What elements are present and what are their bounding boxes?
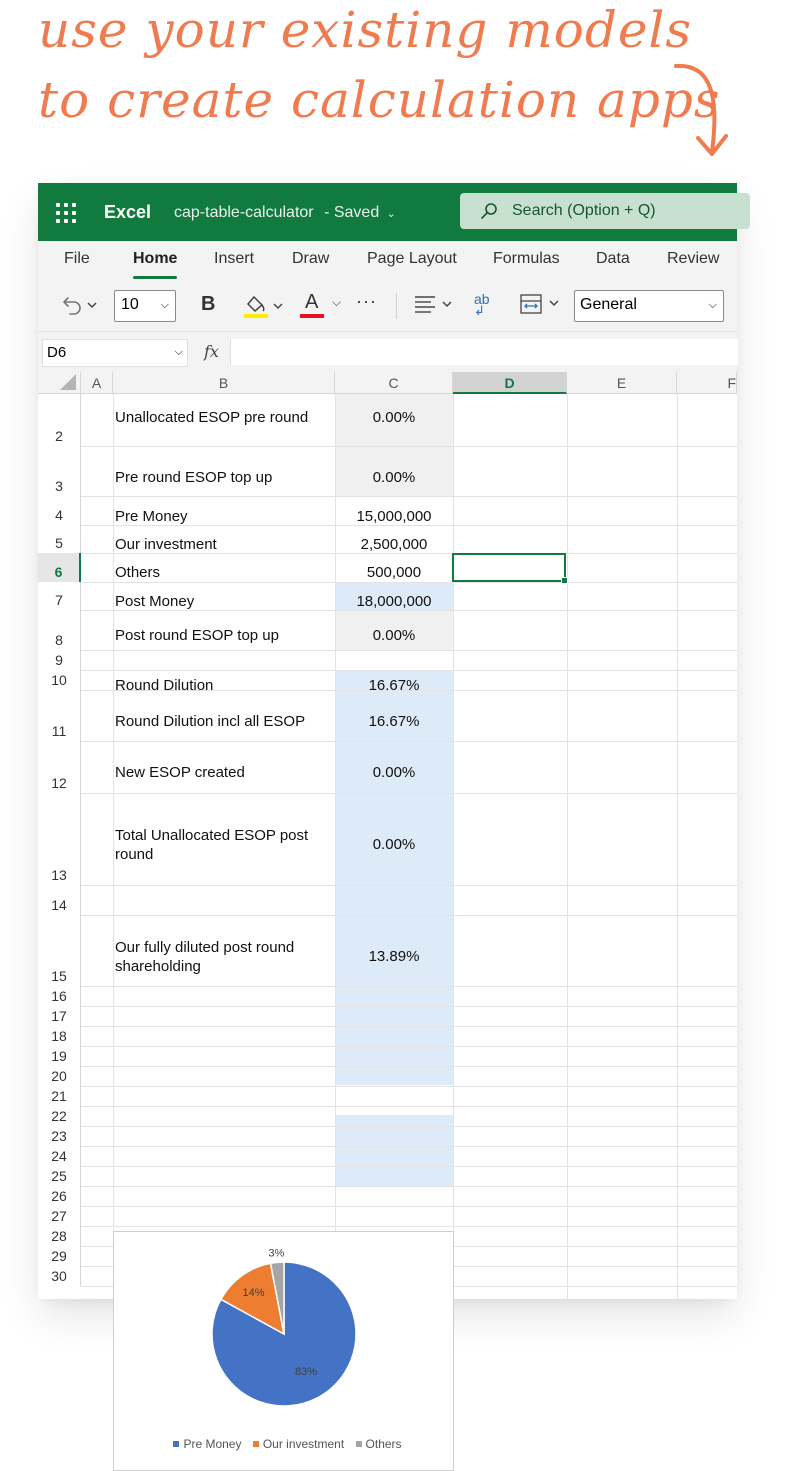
curved-arrow-icon xyxy=(668,60,748,160)
formula-bar xyxy=(38,332,737,372)
row-header[interactable] xyxy=(38,1006,81,1026)
cell-label[interactable]: Pre Money xyxy=(115,508,188,525)
row-number: 16 xyxy=(51,988,67,1004)
row-number: 4 xyxy=(55,507,63,523)
cell-label[interactable]: New ESOP created xyxy=(115,764,245,781)
gridline xyxy=(81,446,737,447)
search-placeholder: Search (Option + Q) xyxy=(512,202,656,219)
cell-value[interactable]: 18,000,000 xyxy=(356,593,432,610)
gridline xyxy=(453,394,454,1299)
name-box[interactable] xyxy=(42,339,188,367)
gridline xyxy=(81,1206,737,1207)
font-size-select[interactable] xyxy=(114,290,176,322)
save-status: - Saved xyxy=(324,204,380,221)
row-number: 19 xyxy=(51,1048,67,1064)
row-number: 15 xyxy=(51,968,67,984)
undo-icon[interactable] xyxy=(58,294,98,316)
gridline xyxy=(81,1026,737,1027)
row-number: 10 xyxy=(51,672,67,688)
row-number: 9 xyxy=(55,652,63,668)
chart-legend xyxy=(114,1437,453,1451)
row-header[interactable] xyxy=(38,1166,81,1186)
row-header[interactable] xyxy=(38,670,81,690)
chevron-down-icon: ⌵ xyxy=(174,346,183,358)
row-number: 21 xyxy=(51,1088,67,1104)
column-header-f[interactable]: F xyxy=(677,372,737,394)
merge-cells-icon[interactable] xyxy=(518,293,564,317)
cell-fill xyxy=(335,670,453,1085)
gridline xyxy=(81,1126,737,1127)
gridline xyxy=(81,1166,737,1167)
cell-value[interactable]: 15,000,000 xyxy=(356,508,432,525)
cell-label[interactable]: Our fully diluted post round shareholding xyxy=(115,939,295,975)
row-header[interactable] xyxy=(38,1146,81,1166)
font-size-value: 10 xyxy=(121,296,139,313)
headline-line-2: to create calculation apps xyxy=(38,71,721,129)
gridline xyxy=(81,650,737,651)
tab-home[interactable]: Home xyxy=(133,250,178,267)
row-number: 24 xyxy=(51,1148,67,1164)
legend-swatch-our-investment xyxy=(253,1441,259,1447)
row-number: 12 xyxy=(51,775,67,791)
column-header-a[interactable]: A xyxy=(81,372,113,394)
search-icon xyxy=(480,202,498,220)
column-header-d[interactable]: D xyxy=(453,372,567,394)
cell-label[interactable]: Round Dilution incl all ESOP xyxy=(115,713,306,730)
gridline xyxy=(81,1066,737,1067)
cell-value[interactable]: 0.00% xyxy=(372,469,416,486)
pie-data-label: 83% xyxy=(294,1366,318,1379)
column-header-c[interactable]: C xyxy=(335,372,453,394)
gridline xyxy=(81,1086,737,1087)
cell-label[interactable]: Our investment xyxy=(115,536,217,553)
row-number: 18 xyxy=(51,1028,67,1044)
cell-label[interactable]: Round Dilution xyxy=(115,677,214,694)
cell-reference: D6 xyxy=(47,344,67,361)
legend-label: Others xyxy=(365,1437,402,1451)
row-header[interactable] xyxy=(38,986,81,1006)
gridline xyxy=(81,1146,737,1147)
tab-data[interactable]: Data xyxy=(596,250,630,267)
row-number: 27 xyxy=(51,1208,67,1224)
ribbon-tabs xyxy=(38,241,737,281)
document-name: cap-table-calculator xyxy=(174,204,314,221)
spreadsheet-grid[interactable] xyxy=(38,372,737,1451)
search-box[interactable] xyxy=(460,193,750,229)
formula-input[interactable] xyxy=(230,339,738,365)
row-header[interactable] xyxy=(38,690,81,741)
cell-value[interactable]: 2,500,000 xyxy=(360,536,428,553)
legend-label: Our investment xyxy=(262,1437,345,1451)
gridline xyxy=(567,394,568,1299)
gridline xyxy=(81,885,737,886)
row-header[interactable] xyxy=(38,446,81,496)
gridline xyxy=(81,1186,737,1187)
excel-window xyxy=(38,183,737,1451)
number-format-value: General xyxy=(580,296,637,313)
row-header[interactable] xyxy=(38,1226,81,1246)
pie-data-label: 14% xyxy=(242,1287,265,1300)
row-header[interactable] xyxy=(38,1066,81,1086)
pie-data-label: 3% xyxy=(268,1247,285,1260)
row-header[interactable] xyxy=(38,650,81,670)
chevron-down-icon: ⌵ xyxy=(332,295,342,309)
font-color-letter: A xyxy=(305,291,319,313)
chevron-down-icon: ⌄ xyxy=(386,208,396,220)
cell-label[interactable]: Post Money xyxy=(115,593,195,610)
row-number: 30 xyxy=(51,1268,67,1284)
cell-label[interactable]: Unallocated ESOP pre round xyxy=(115,409,309,426)
cell-label[interactable]: Others xyxy=(115,564,161,581)
row-number: 5 xyxy=(55,535,63,551)
select-all-button[interactable] xyxy=(38,372,81,394)
gridline xyxy=(81,986,737,987)
cell-value[interactable]: 0.00% xyxy=(372,764,416,781)
row-number: 2 xyxy=(55,428,63,444)
row-header[interactable] xyxy=(38,525,81,553)
gridline xyxy=(113,394,114,1299)
app-name[interactable]: Excel xyxy=(104,202,152,222)
cell-value[interactable]: 13.89% xyxy=(368,948,420,965)
row-header[interactable] xyxy=(38,793,81,885)
gridline xyxy=(81,915,737,916)
gridline xyxy=(677,394,678,1299)
wrap-text-glyph: ab xyxy=(474,291,490,307)
row-header[interactable] xyxy=(38,1246,81,1266)
selected-cell[interactable] xyxy=(452,553,566,582)
column-header-b[interactable]: B xyxy=(113,372,335,394)
row-number: 29 xyxy=(51,1248,67,1264)
cell-value[interactable]: 500,000 xyxy=(366,564,422,581)
row-number: 7 xyxy=(55,592,63,608)
row-header[interactable] xyxy=(38,394,81,446)
gridline xyxy=(81,496,737,497)
row-header[interactable] xyxy=(38,1106,81,1126)
row-header[interactable] xyxy=(38,1026,81,1046)
column-header-e[interactable]: E xyxy=(567,372,677,394)
row-header[interactable] xyxy=(38,496,81,525)
cell-value[interactable]: 0.00% xyxy=(372,409,416,426)
chevron-down-icon: ⌵ xyxy=(708,299,717,311)
tab-file[interactable]: File xyxy=(64,250,90,267)
gridline xyxy=(81,670,737,671)
gridline xyxy=(81,1046,737,1047)
tab-review[interactable]: Review xyxy=(667,250,720,267)
row-header[interactable] xyxy=(38,885,81,915)
row-number: 22 xyxy=(51,1108,67,1124)
row-number: 17 xyxy=(51,1008,67,1024)
row-number: 3 xyxy=(55,478,63,494)
row-header[interactable] xyxy=(38,1046,81,1066)
bold-button[interactable]: B xyxy=(201,293,216,315)
row-header[interactable] xyxy=(38,582,81,610)
chevron-down-icon: ⌵ xyxy=(160,299,169,311)
fill-color-icon[interactable] xyxy=(240,292,286,320)
more-options-button[interactable]: ··· xyxy=(356,291,377,311)
row-header[interactable] xyxy=(38,1266,81,1286)
home-toolbar xyxy=(38,281,737,332)
row-header[interactable] xyxy=(38,1186,81,1206)
gridline xyxy=(81,610,737,611)
cell-value[interactable]: 0.00% xyxy=(372,627,416,644)
row-header[interactable] xyxy=(38,741,81,793)
row-header[interactable] xyxy=(38,915,81,986)
cell-label[interactable]: Post round ESOP top up xyxy=(115,627,279,644)
gridline xyxy=(81,1006,737,1007)
row-header[interactable] xyxy=(38,1126,81,1146)
toolbar-divider xyxy=(396,293,397,319)
document-title[interactable] xyxy=(174,204,396,222)
legend-swatch-pre-money xyxy=(173,1441,179,1447)
row-header[interactable] xyxy=(38,1206,81,1226)
row-number: 23 xyxy=(51,1128,67,1144)
legend-label: Pre Money xyxy=(183,1437,242,1451)
cell-label[interactable]: Total Unallocated ESOP post round xyxy=(115,827,309,863)
row-header[interactable] xyxy=(38,610,81,650)
cell-value[interactable]: 0.00% xyxy=(372,836,416,853)
row-header[interactable] xyxy=(38,1086,81,1106)
align-icon[interactable] xyxy=(413,294,457,316)
row-number: 11 xyxy=(51,723,67,739)
wrap-text-button[interactable] xyxy=(472,291,500,321)
pie-chart-canvas xyxy=(114,1232,453,1432)
legend-swatch-others xyxy=(356,1441,362,1447)
row-number: 8 xyxy=(55,632,63,648)
gridline xyxy=(81,1226,737,1227)
tab-page-layout[interactable]: Page Layout xyxy=(367,250,457,267)
app-launcher-icon[interactable] xyxy=(56,203,76,223)
row-header[interactable] xyxy=(38,553,81,582)
row-number: 28 xyxy=(51,1228,67,1244)
gridline xyxy=(81,582,737,583)
gridline xyxy=(81,553,737,554)
wrap-arrow-icon: ↲ xyxy=(474,303,485,318)
cell-label[interactable]: Pre round ESOP top up xyxy=(115,469,273,486)
gridline xyxy=(81,1106,737,1107)
headline-line-1: use your existing models xyxy=(38,1,693,59)
cell-value[interactable]: 16.67% xyxy=(368,677,420,694)
tab-draw[interactable]: Draw xyxy=(292,250,330,267)
row-number: 14 xyxy=(51,897,67,913)
gridline xyxy=(81,741,737,742)
font-color-button[interactable] xyxy=(300,291,348,321)
gridline xyxy=(81,525,737,526)
tab-insert[interactable]: Insert xyxy=(214,250,255,267)
title-bar xyxy=(38,183,737,241)
row-number: 25 xyxy=(51,1168,67,1184)
gridline xyxy=(81,793,737,794)
number-format-select[interactable] xyxy=(574,290,724,322)
row-number: 20 xyxy=(51,1068,67,1084)
cell-value[interactable]: 16.67% xyxy=(368,713,420,730)
row-number: 13 xyxy=(51,867,67,883)
pie-chart[interactable] xyxy=(113,1231,454,1471)
font-color-swatch xyxy=(300,314,324,318)
row-number: 26 xyxy=(51,1188,67,1204)
row-number: 6 xyxy=(54,564,63,580)
tab-formulas[interactable]: Formulas xyxy=(493,250,560,267)
fx-icon[interactable]: fx xyxy=(204,342,219,361)
